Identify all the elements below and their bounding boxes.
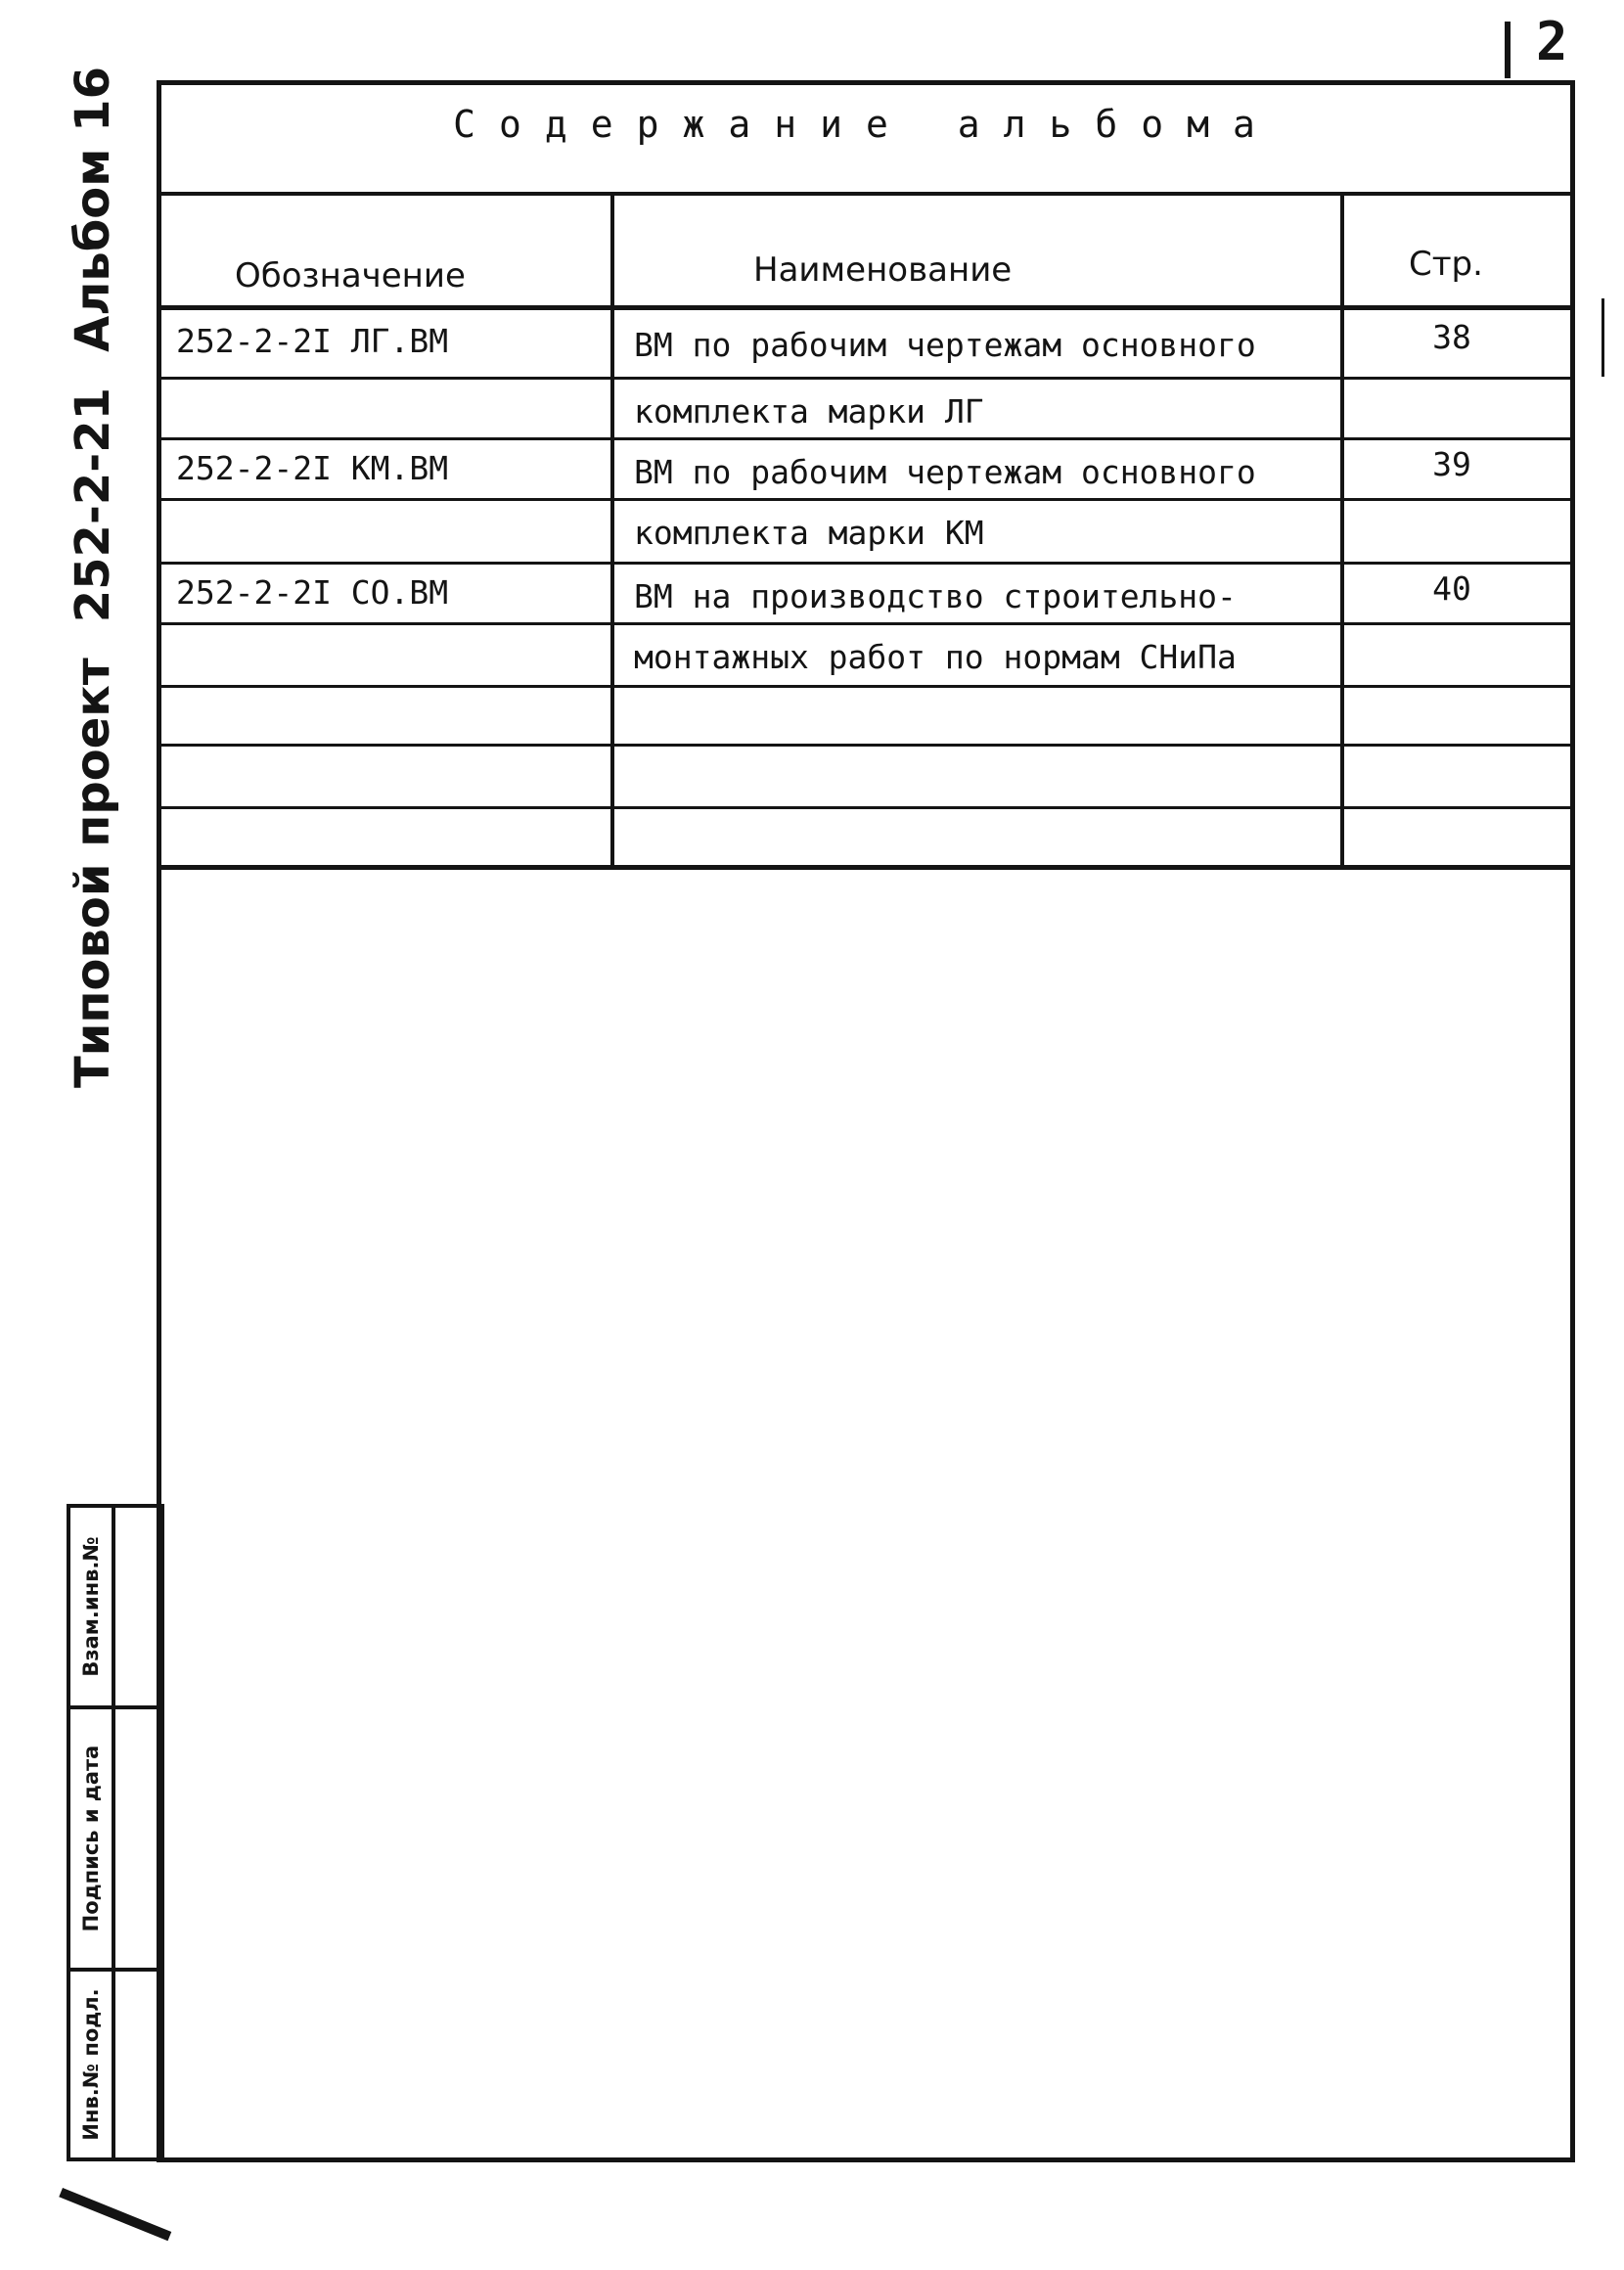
cell-name: ВМ на производство строительно-	[634, 577, 1237, 615]
side-title	[59, 59, 127, 1096]
cell-name: ВМ по рабочим чертежам основного	[634, 326, 1256, 364]
cell-name: ВМ по рабочим чертежам основного	[634, 453, 1256, 491]
cell-name: комплекта марки КМ	[634, 514, 984, 552]
cell-designation: 252-2-2I ЛГ.ВМ	[176, 322, 449, 360]
stamp-label-cell	[70, 1972, 115, 2157]
table-row-rule	[157, 806, 1575, 809]
approval-stamp	[67, 1504, 164, 2161]
table-rule-title	[157, 192, 1575, 196]
table-rule-header	[157, 305, 1575, 310]
scan-edge-mark	[1601, 298, 1604, 377]
page-number: 2	[1536, 11, 1568, 72]
stamp-label-cell	[70, 1508, 115, 1705]
side-title-code: 252-2-21	[66, 387, 120, 623]
stamp-row-original	[70, 1972, 160, 2157]
cell-name: комплекта марки ЛГ	[634, 392, 984, 431]
document-title: Содержание альбома	[453, 103, 1279, 146]
table-rule-bottom	[157, 865, 1575, 870]
cell-name: монтажных работ по нормам СНиПа	[634, 638, 1237, 676]
table-row-rule	[157, 562, 1575, 565]
side-title-project: Типовой проект	[66, 658, 120, 1088]
header-page: Стр.	[1409, 245, 1483, 284]
stamp-row-replacement	[70, 1508, 160, 1709]
cell-page: 40	[1432, 569, 1471, 608]
stamp-replacement-label: Взам.инв.№	[79, 1536, 103, 1677]
side-title-album: Альбом 16	[66, 67, 120, 352]
table-col-divider-2	[1340, 196, 1344, 865]
stamp-row-signature	[70, 1709, 160, 1972]
header-designation: Обозначение	[235, 256, 466, 295]
cell-designation: 252-2-2I КМ.ВМ	[176, 449, 449, 487]
stamp-original-label: Инв.№ подл.	[79, 1988, 103, 2141]
table-col-divider-1	[610, 196, 614, 869]
scan-corner-mark	[59, 2188, 171, 2241]
cell-page: 39	[1432, 445, 1471, 483]
header-name: Наименование	[753, 250, 1013, 290]
page-number-mark	[1505, 22, 1511, 78]
table-row-rule	[157, 744, 1575, 747]
stamp-signature-label: Подпись и дата	[79, 1745, 103, 1932]
table-row-rule	[157, 437, 1575, 440]
stamp-label-cell	[70, 1709, 115, 1968]
table-row-rule	[157, 622, 1575, 625]
cell-designation: 252-2-2I СО.ВМ	[176, 573, 449, 612]
cell-page: 38	[1432, 318, 1471, 356]
table-row-rule	[157, 685, 1575, 688]
table-row-rule	[157, 377, 1575, 380]
table-row-rule	[157, 498, 1575, 501]
